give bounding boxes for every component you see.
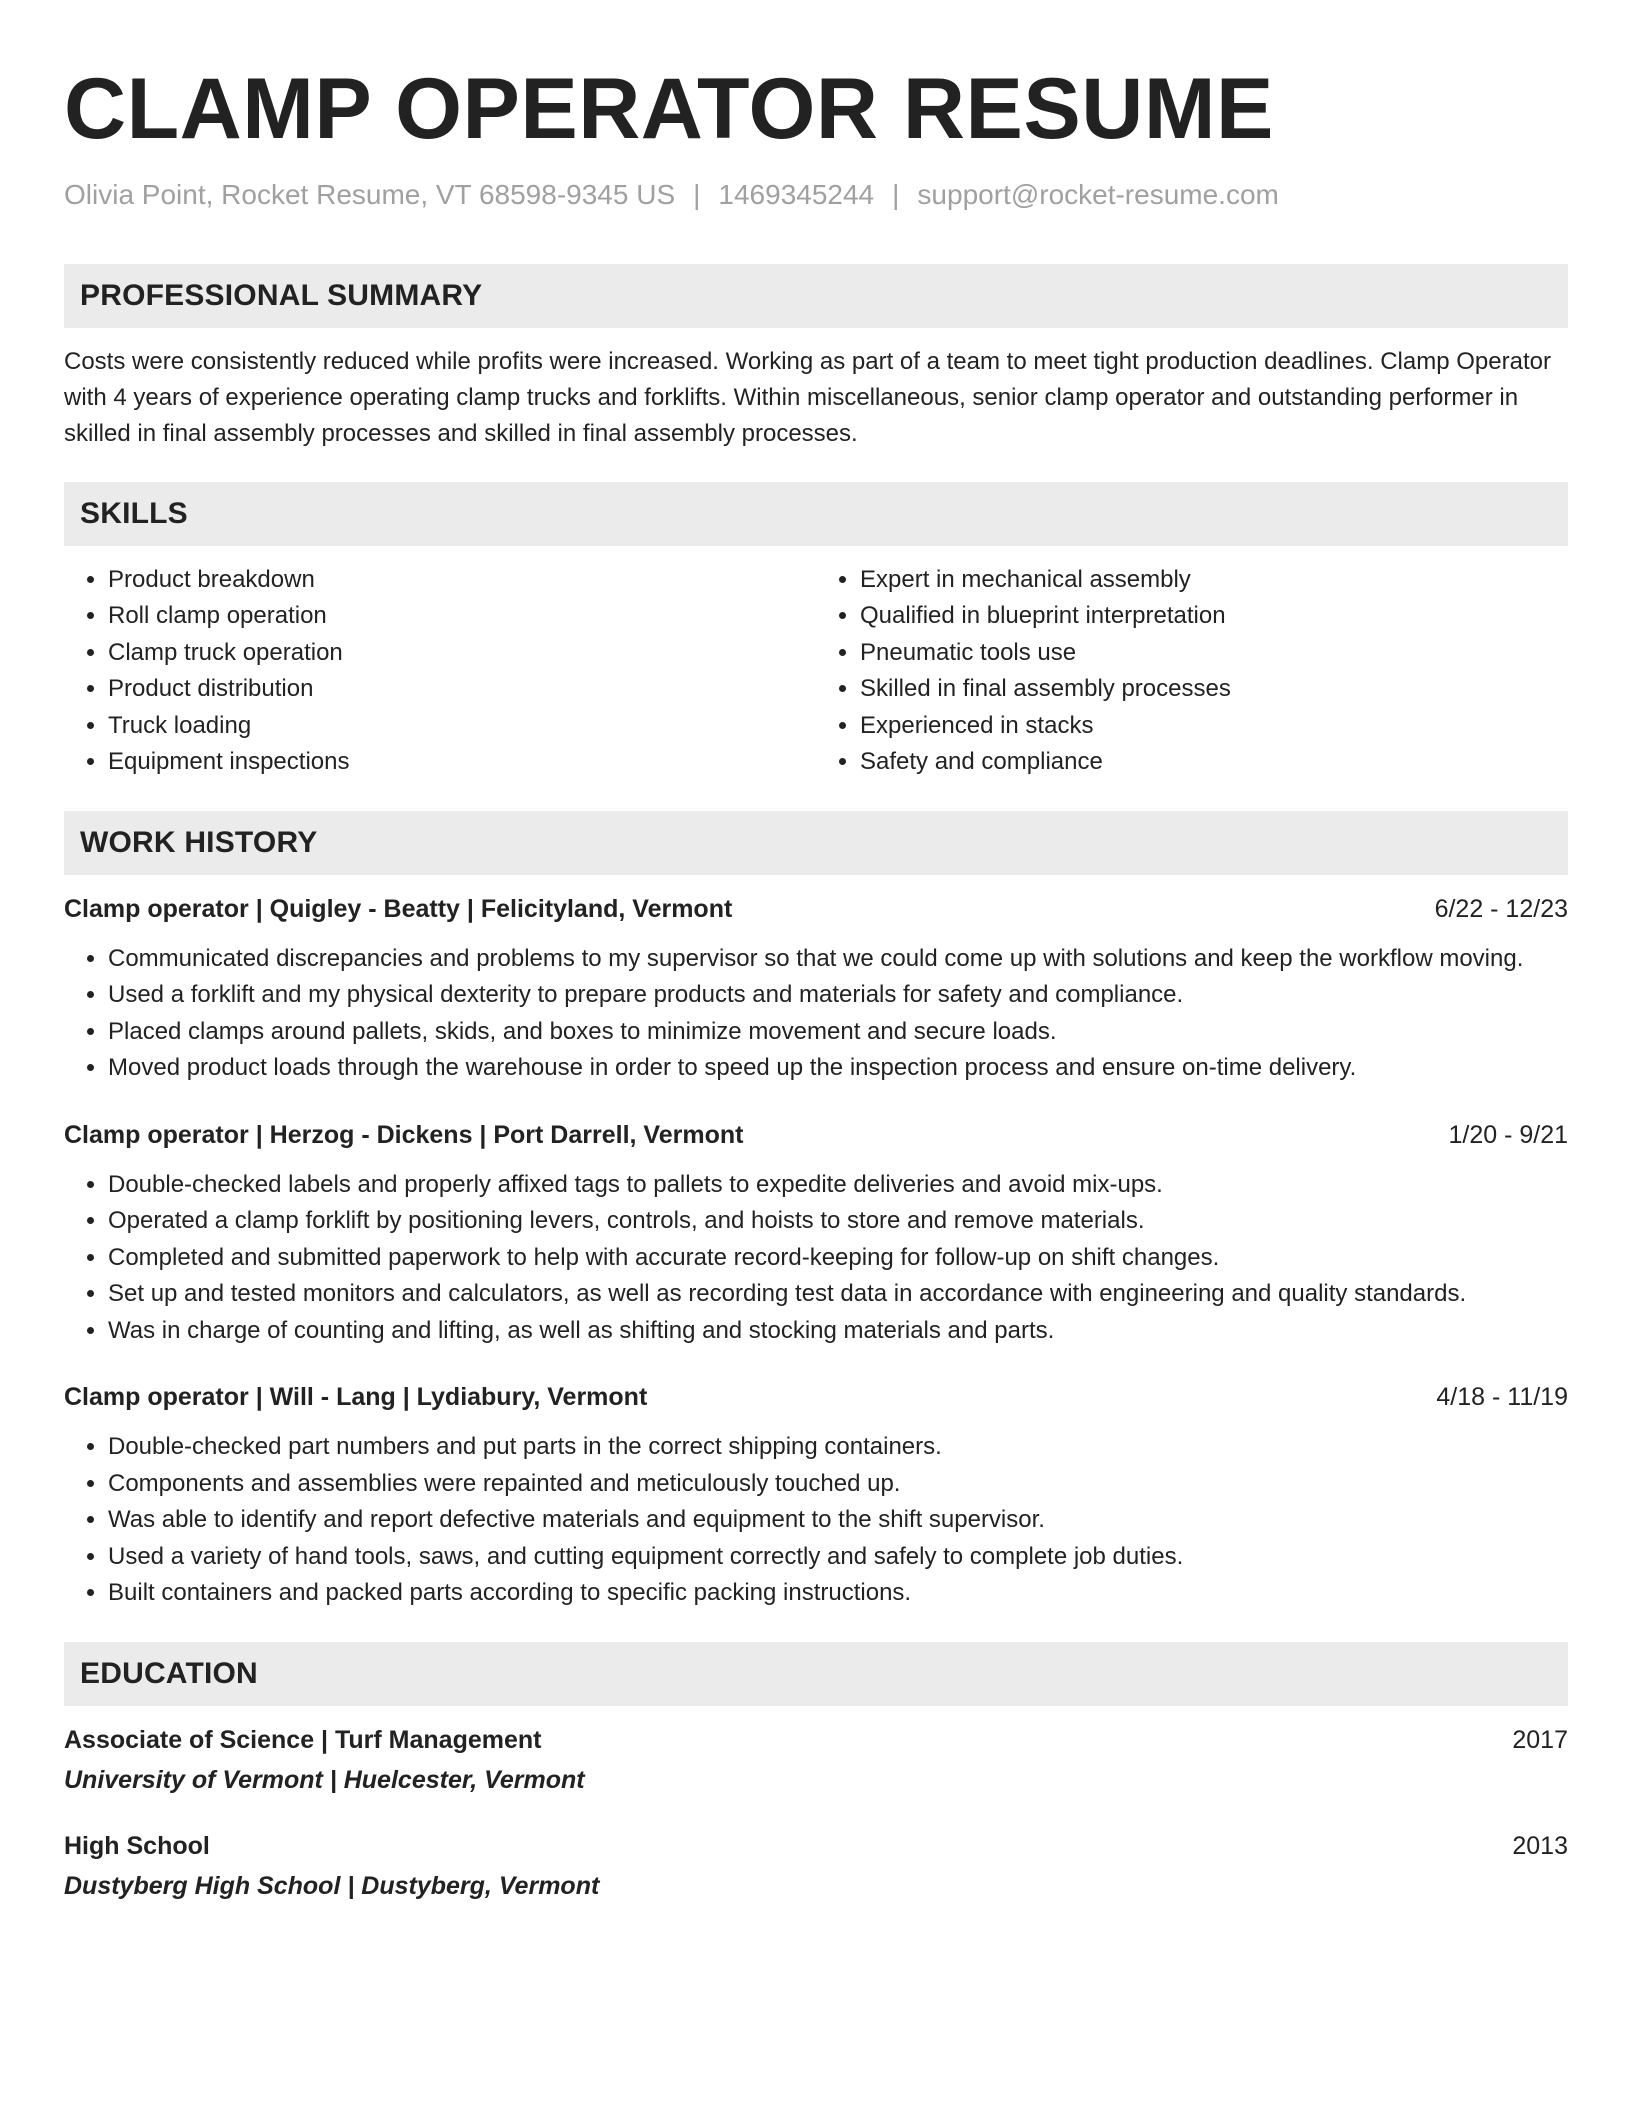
summary-text: Costs were consistently reduced while profits were increased. Working as part of a team to meet tight production deadlines. Clamp Operator with 4 years of experience operating clamp trucks and forklifts. Within miscellaneous, senior clamp operator and outstanding performer in skilled in final assembly processes and skilled in final assembly processes. [64, 347, 1551, 447]
skills-list-left [64, 562, 816, 781]
job-entry [64, 891, 1568, 1087]
job-title: Clamp operator | Will - Lang | Lydiabury, Vermont [64, 1383, 648, 1412]
contact-separator: | [693, 179, 701, 210]
job-header [64, 1117, 1568, 1153]
contact-address: Olivia Point, Rocket Resume, VT 68598-9345 US [64, 179, 676, 210]
job-bullet: • Components and assemblies were repainted and meticulously touched up. [108, 1466, 1568, 1503]
job-bullets [64, 1429, 1568, 1612]
education-year: 2017 [1512, 1725, 1568, 1754]
education-year: 2013 [1512, 1831, 1568, 1860]
job-header [64, 1379, 1568, 1415]
education-school: Dustyberg High School | Dustyberg, Vermont [64, 1871, 600, 1900]
job-bullet: • Double-checked labels and properly affixed tags to pallets to expedite deliveries and avoid mix-ups. [108, 1167, 1568, 1204]
job-entry [64, 1379, 1568, 1612]
job-header [64, 891, 1568, 927]
skill-item: • Qualified in blueprint interpretation [860, 598, 1568, 635]
resume-title: CLAMP OPERATOR RESUME [64, 61, 1274, 157]
education-header [64, 1722, 1568, 1758]
skills-grid [64, 562, 1568, 781]
skill-item: • Truck loading [108, 708, 816, 745]
job-bullet: • Set up and tested monitors and calculators, as well as recording test data in accordance with engineering and quality standards. [108, 1276, 1568, 1313]
job-bullet: • Moved product loads through the warehouse in order to speed up the inspection process and ensure on-time delivery. [108, 1050, 1568, 1087]
job-bullets [64, 941, 1568, 1087]
skill-item: • Skilled in final assembly processes [860, 671, 1568, 708]
job-bullet: • Used a forklift and my physical dexterity to prepare products and materials for safety and compliance. [108, 977, 1568, 1014]
job-bullet: • Was able to identify and report defective materials and equipment to the shift supervisor. [108, 1502, 1568, 1539]
contact-separator: | [892, 179, 900, 210]
skill-item: • Experienced in stacks [860, 708, 1568, 745]
education-header [64, 1828, 1568, 1864]
education-entry [64, 1722, 1568, 1798]
job-dates: 6/22 - 12/23 [1434, 894, 1568, 923]
skill-item: • Equipment inspections [108, 744, 816, 781]
summary-heading: PROFESSIONAL SUMMARY [64, 264, 1568, 328]
education-heading: EDUCATION [64, 1642, 1568, 1706]
job-dates: 1/20 - 9/21 [1448, 1120, 1568, 1149]
education-degree: High School [64, 1831, 210, 1860]
job-bullet: • Used a variety of hand tools, saws, and cutting equipment correctly and safely to complete job duties. [108, 1539, 1568, 1576]
job-dates: 4/18 - 11/19 [1436, 1383, 1568, 1412]
job-bullets [64, 1167, 1568, 1350]
skill-item: • Product distribution [108, 671, 816, 708]
job-bullet: • Built containers and packed parts according to specific packing instructions. [108, 1575, 1568, 1612]
skill-item: • Safety and compliance [860, 744, 1568, 781]
education-entry [64, 1828, 1568, 1904]
job-bullet: • Placed clamps around pallets, skids, and boxes to minimize movement and secure loads. [108, 1014, 1568, 1051]
skills-heading: SKILLS [64, 482, 1568, 546]
job-bullet: • Was in charge of counting and lifting, as well as shifting and stocking materials and parts. [108, 1313, 1568, 1350]
job-entry [64, 1117, 1568, 1350]
skill-item: • Roll clamp operation [108, 598, 816, 635]
skills-list-right [816, 562, 1568, 781]
contact-line [64, 178, 1568, 212]
job-title: Clamp operator | Herzog - Dickens | Port Darrell, Vermont [64, 1120, 744, 1149]
contact-email: support@rocket-resume.com [917, 179, 1279, 210]
education-degree: Associate of Science | Turf Management [64, 1725, 542, 1754]
job-bullet: • Double-checked part numbers and put parts in the correct shipping containers. [108, 1429, 1568, 1466]
skill-item: • Expert in mechanical assembly [860, 562, 1568, 599]
job-bullet: • Communicated discrepancies and problems to my supervisor so that we could come up with solutions and keep the workflow moving. [108, 941, 1568, 978]
skill-item: • Product breakdown [108, 562, 816, 599]
skill-item: • Clamp truck operation [108, 635, 816, 672]
job-bullet: • Operated a clamp forklift by positioning levers, controls, and hoists to store and remove materials. [108, 1203, 1568, 1240]
contact-phone: 1469345244 [718, 179, 875, 210]
job-bullet: • Completed and submitted paperwork to help with accurate record-keeping for follow-up on shift changes. [108, 1240, 1568, 1277]
job-title: Clamp operator | Quigley - Beatty | Felicityland, Vermont [64, 894, 733, 923]
education-school: University of Vermont | Huelcester, Vermont [64, 1765, 585, 1794]
skill-item: • Pneumatic tools use [860, 635, 1568, 672]
work-history-heading: WORK HISTORY [64, 811, 1568, 875]
